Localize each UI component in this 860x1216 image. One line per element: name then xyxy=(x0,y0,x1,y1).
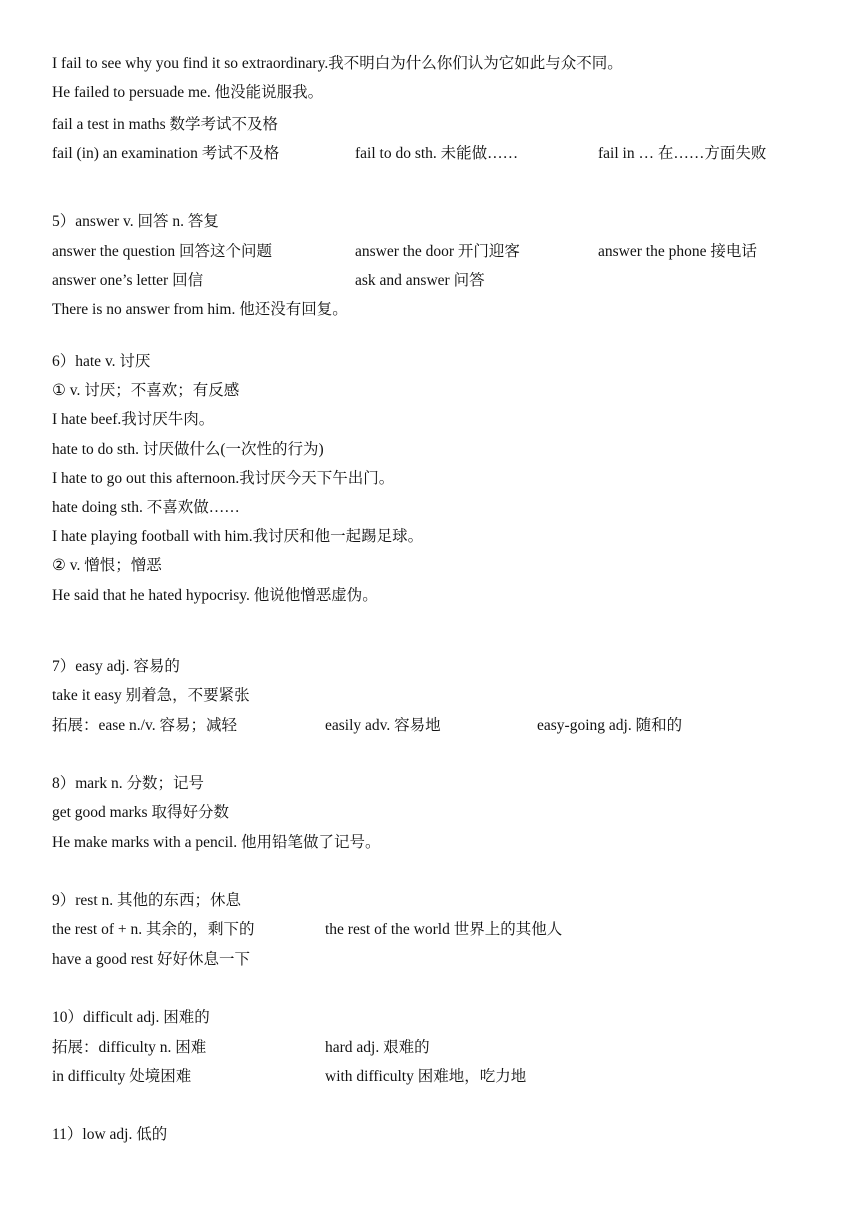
phrase-col-2: answer the door 开门迎客 xyxy=(355,243,520,260)
entry-heading: 6）hate v. 讨厌 xyxy=(52,353,151,370)
phrase-col-1: fail (in) an examination 考试不及格 xyxy=(52,145,280,162)
entry-heading: 9）rest n. 其他的东西；休息 xyxy=(52,892,242,909)
example-sentence: He failed to persuade me. 他没能说服我。 xyxy=(52,84,324,101)
sense-line: ① v. 讨厌；不喜欢；有反感 xyxy=(52,382,240,399)
phrase-line: fail a test in maths 数学考试不及格 xyxy=(52,116,279,133)
entry-heading: 8）mark n. 分数；记号 xyxy=(52,775,204,792)
phrase-col-1: in difficulty 处境困难 xyxy=(52,1068,192,1085)
phrase-line: get good marks 取得好分数 xyxy=(52,804,229,821)
phrase-col-2: with difficulty 困难地，吃力地 xyxy=(325,1068,527,1085)
phrase-col-1: the rest of + n. 其余的，剩下的 xyxy=(52,921,255,938)
phrase-col-1: 拓展：ease n./v. 容易；减轻 xyxy=(52,717,237,734)
phrase-line: take it easy 别着急，不要紧张 xyxy=(52,687,250,704)
entry-heading: 10）difficult adj. 困难的 xyxy=(52,1009,210,1026)
sense-line: ② v. 憎恨；憎恶 xyxy=(52,557,162,574)
example-sentence: I hate beef.我讨厌牛肉。 xyxy=(52,411,215,428)
phrase-col-2: easily adv. 容易地 xyxy=(325,717,441,734)
phrase-col-1: answer the question 回答这个问题 xyxy=(52,243,272,260)
phrase-line: have a good rest 好好休息一下 xyxy=(52,951,251,968)
phrase-col-2: the rest of the world 世界上的其他人 xyxy=(325,921,563,938)
phrase-line: hate to do sth. 讨厌做什么(一次性的行为) xyxy=(52,441,324,458)
example-sentence: I hate playing football with him.我讨厌和他一起踢足球。 xyxy=(52,528,424,545)
phrase-col-1: answer one’s letter 回信 xyxy=(52,272,204,289)
example-sentence: I fail to see why you find it so extraordinary.我不明白为什么你们认为它如此与众不同。 xyxy=(52,55,623,72)
phrase-line: hate doing sth. 不喜欢做…… xyxy=(52,499,240,516)
phrase-col-1: 拓展：difficulty n. 困难 xyxy=(52,1039,207,1056)
entry-heading: 7）easy adj. 容易的 xyxy=(52,658,180,675)
example-sentence: He make marks with a pencil. 他用铅笔做了记号。 xyxy=(52,834,381,851)
phrase-col-3: easy-going adj. 随和的 xyxy=(537,717,683,734)
example-sentence: I hate to go out this afternoon.我讨厌今天下午出门。 xyxy=(52,470,395,487)
example-sentence: There is no answer from him. 他还没有回复。 xyxy=(52,301,348,318)
phrase-col-2: fail to do sth. 未能做…… xyxy=(355,145,519,162)
entry-heading: 5）answer v. 回答 n. 答复 xyxy=(52,213,219,230)
phrase-col-2: hard adj. 艰难的 xyxy=(325,1039,430,1056)
entry-heading: 11）low adj. 低的 xyxy=(52,1126,168,1143)
phrase-col-2: ask and answer 问答 xyxy=(355,272,485,289)
example-sentence: He said that he hated hypocrisy. 他说他憎恶虚伪。 xyxy=(52,587,378,604)
phrase-col-3: answer the phone 接电话 xyxy=(598,243,757,260)
phrase-col-3: fail in … 在……方面失败 xyxy=(598,145,767,162)
